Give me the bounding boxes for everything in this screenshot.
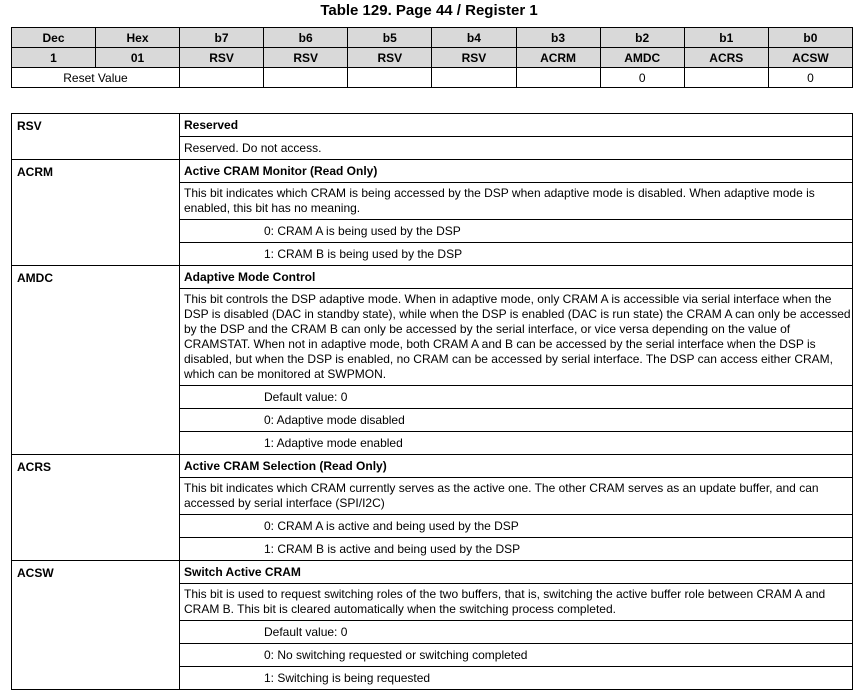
field-name: ACSW [12, 561, 180, 690]
bit-name-cell: RSV [180, 48, 264, 68]
field-details [180, 160, 853, 266]
reset-value-cell [516, 68, 600, 88]
reset-value-cell: 0 [768, 68, 852, 88]
field-details [180, 455, 853, 561]
reset-value-label: Reset Value [12, 68, 180, 88]
header-cell: b3 [516, 28, 600, 48]
field-description: This bit indicates which CRAM currently serves as the active one. The other CRAM serves as an update buffer, and can accessed by serial interface (SPI/I2C) [180, 478, 852, 515]
reset-value-row [12, 68, 853, 88]
header-row [12, 28, 853, 48]
bit-name-cell: AMDC [600, 48, 684, 68]
reset-value-cell [180, 68, 264, 88]
hex-value: 01 [96, 48, 180, 68]
field-description: This bit is used to request switching roles of the two buffers, that is, switching the active buffer role between CRAM A and CRAM B. This bit is cleared automatically when the switching process completed. [180, 584, 852, 621]
field-value-option: 0: CRAM A is active and being used by the DSP [180, 515, 852, 538]
field-row [12, 114, 853, 160]
header-cell: b5 [348, 28, 432, 48]
field-value-option: Default value: 0 [180, 386, 852, 409]
header-cell: b6 [264, 28, 348, 48]
reset-value-cell [348, 68, 432, 88]
field-description: This bit indicates which CRAM is being accessed by the DSP when adaptive mode is disabled. When adaptive mode is enabled, this bit has no meaning. [180, 183, 852, 220]
bit-name-cell: ACSW [768, 48, 852, 68]
field-value-option: 0: Adaptive mode disabled [180, 409, 852, 432]
field-title: Active CRAM Selection (Read Only) [180, 455, 852, 478]
field-value-option: 1: Switching is being requested [264, 671, 431, 685]
header-cell: b1 [684, 28, 768, 48]
header-cell: b4 [432, 28, 516, 48]
bit-name-cell: RSV [348, 48, 432, 68]
reset-value-cell [684, 68, 768, 88]
table-title: Table 129. Page 44 / Register 1 [320, 2, 538, 19]
register-table [11, 27, 853, 88]
field-name: RSV [12, 114, 180, 160]
field-name: ACRM [12, 160, 180, 266]
header-cell: b7 [180, 28, 264, 48]
field-value-option: Default value: 0 [180, 621, 852, 644]
header-cell: Dec [12, 28, 96, 48]
reset-value-cell [264, 68, 348, 88]
field-description: This bit controls the DSP adaptive mode. When in adaptive mode, only CRAM A is accessible via serial interface when the DSP is disabled (DAC in standby state), while when the DSP is enabled (DAC is run state) the CRAM A can only be accessed by the DSP and the CRAM B can only be accessed by the serial interface, or vice versa depending on the value of CRAMSTAT. When not in adaptive mode, both CRAM A and B can be accessed by the serial interface when the DSP is disabled, but when the DSP is enabled, no CRAM can be accessed by serial interface. The DSP can access either CRAM, which can be monitored at SWPMON. [180, 289, 852, 386]
field-row [12, 160, 853, 266]
bit-name-cell: ACRM [516, 48, 600, 68]
field-details [180, 114, 853, 160]
field-title: Adaptive Mode Control [180, 266, 852, 289]
bit-name-cell: RSV [264, 48, 348, 68]
field-title: Reserved [180, 114, 852, 137]
reset-value-cell: 0 [600, 68, 684, 88]
field-description: Reserved. Do not access. [184, 141, 322, 155]
field-details [180, 266, 853, 455]
field-title: Active CRAM Monitor (Read Only) [180, 160, 852, 183]
bit-name-cell: RSV [432, 48, 516, 68]
field-row [12, 266, 853, 455]
header-cell: b0 [768, 28, 852, 48]
field-value-option: 0: CRAM A is being used by the DSP [180, 220, 852, 243]
field-name: ACRS [12, 455, 180, 561]
field-value-option: 1: CRAM B is being used by the DSP [264, 247, 463, 261]
field-row [12, 561, 853, 690]
field-value-option: 0: No switching requested or switching completed [180, 644, 852, 667]
field-value-option: 1: Adaptive mode enabled [264, 436, 403, 450]
bit-name-row [12, 48, 853, 68]
field-row [12, 455, 853, 561]
header-cell: b2 [600, 28, 684, 48]
bit-name-cell: ACRS [684, 48, 768, 68]
field-value-option: 1: CRAM B is active and being used by the DSP [264, 542, 521, 556]
field-description-table [11, 113, 853, 690]
field-title: Switch Active CRAM [180, 561, 852, 584]
field-name: AMDC [12, 266, 180, 455]
reset-value-cell [432, 68, 516, 88]
field-details [180, 561, 853, 690]
header-cell: Hex [96, 28, 180, 48]
dec-value: 1 [12, 48, 96, 68]
